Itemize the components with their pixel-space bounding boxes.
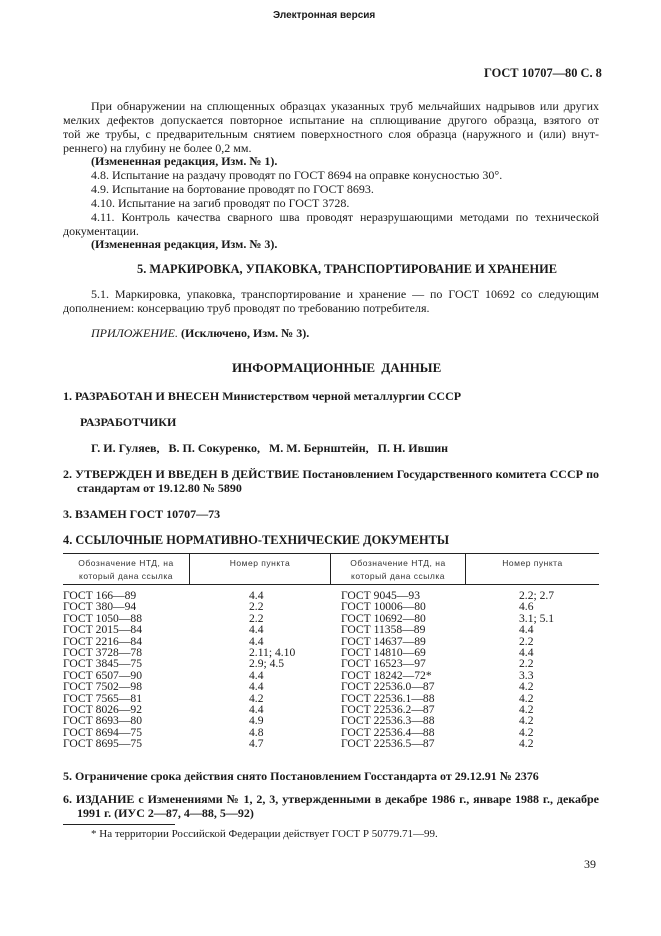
footnote-rule [63,824,175,825]
table-cell-item: 3.1; 5.1 [519,611,555,625]
table-cell-item: 2.11; 4.10 [249,645,296,659]
table-cell-designation: ГОСТ 3728—78 [63,645,143,659]
table-cell-designation: ГОСТ 380—94 [63,600,137,614]
table-cell-designation: ГОСТ 16523—97 [341,657,426,671]
table-cell-item: 4.4 [519,645,534,659]
page-number: 39 [584,857,596,871]
table-cell-designation: ГОСТ 22536.2—87 [341,702,435,716]
table-cell-designation: ГОСТ 8694—75 [63,725,143,739]
header-designation-left-line-1: Обозначение НТД, на [78,558,174,568]
table-cell-designation: ГОСТ 6507—90 [63,668,143,682]
item-4-11-line-2: документации. [63,224,139,238]
info-item-2-line-1: 2. УТВЕРЖДЕН И ВВЕДЕН В ДЕЙСТВИЕ Постановлением Государственного комитета СССР по [63,467,599,481]
left-designation-column [63,590,142,749]
table-cell-item: 4.9 [249,714,264,728]
header-item-right: Номер пункта [502,558,563,568]
item-5-1-line-2: дополнением: консервацию труб проводят по требованию потребителя. [63,301,430,315]
info-item-3: 3. ВЗАМЕН ГОСТ 10707—73 [63,507,221,521]
table-cell-designation: ГОСТ 18242—72* [341,668,432,682]
table-top-rule [63,553,599,554]
table-cell-designation: ГОСТ 8693—80 [63,714,143,728]
table-cell-item: 4.2 [519,725,534,739]
table-cell-item: 4.7 [249,737,264,751]
table-cell-designation: ГОСТ 22536.1—88 [341,691,435,705]
defects-paragraph-line-3: той же трубы, с предварительным снятием поверхностного слоя образца (наружного и (или) внут- [63,127,599,141]
table-cell-designation: ГОСТ 8026—92 [63,702,143,716]
table-cell-item: 4.2 [519,737,534,751]
table-cell-designation: ГОСТ 8695—75 [63,737,143,751]
info-title: ИНФОРМАЦИОННЫЕ ДАННЫЕ [232,360,442,375]
table-cell-designation: ГОСТ 14810—69 [341,645,426,659]
electronic-version-label: Электронная версия [273,10,376,21]
table-cell-designation: ГОСТ 22536.5—87 [341,737,435,751]
left-item-column [249,590,295,749]
table-cell-item: 4.6 [519,600,534,614]
header-designation-left-line-2: который дана ссылка [79,571,173,581]
header-designation-left [63,557,189,583]
defects-paragraph-line-1: При обнаружении на сплющенных образцах указанных труб мельчайших надрывов или других [91,99,599,113]
table-cell-item: 4.2 [519,680,534,694]
table-cell-item: 2.2 [249,600,264,614]
defects-paragraph-line-2: мелких дефектов допускается повторное испытание на сплющивание другого образца, взятого от [63,113,599,127]
table-cell-item: 4.4 [249,680,264,694]
item-4-9: 4.9. Испытание на бортование проводят по ГОСТ 8693. [91,182,374,196]
table-cell-designation: ГОСТ 7502—98 [63,680,143,694]
table-cell-designation: ГОСТ 22536.4—88 [341,725,435,739]
defects-paragraph-line-4: реннего) на глубину не более 0,2 мм. [63,141,252,155]
header-designation-right-line-1: Обозначение НТД, на [350,558,446,568]
header-designation-right [331,557,465,583]
appendix-line [91,326,309,341]
footnote: * На территории Российской Федерации действует ГОСТ Р 50779.71—99. [91,828,438,840]
info-item-6-line-2: 1991 г. (ИУС 2—87, 4—88, 5—92) [77,806,254,820]
appendix-note: (Исключено, Изм. № 3). [180,326,310,340]
table-cell-item: 4.2 [519,691,534,705]
table-cell-item: 3.3 [519,668,534,682]
table-cell-item: 4.8 [249,725,264,739]
table-cell-designation: ГОСТ 9045—93 [341,589,421,602]
developers-label: РАЗРАБОТЧИКИ [80,415,177,429]
table-cell-item: 4.2 [519,702,534,716]
amendment-note-3: (Измененная редакция, Изм. № 3). [91,237,278,251]
header-item-left: Номер пункта [229,558,291,568]
info-item-1: 1. РАЗРАБОТАН И ВНЕСЕН Министерством черной металлургии СССР [63,389,462,403]
table-cell-designation: ГОСТ 2015—84 [63,623,143,637]
table-cell-item: 4.4 [249,589,264,602]
amendment-note-1: (Измененная редакция, Изм. № 1). [91,154,278,168]
table-cell-item: 4.4 [249,702,264,716]
table-cell-designation: ГОСТ 7565—81 [63,691,143,705]
table-cell-designation: ГОСТ 22536.0—87 [341,680,435,694]
info-item-4: 4. ССЫЛОЧНЫЕ НОРМАТИВНО-ТЕХНИЧЕСКИЕ ДОКУМЕНТЫ [63,533,450,547]
table-cell-item: 4.2 [249,691,264,705]
right-item-column [519,590,554,749]
table-cell-item: 4.4 [249,668,264,682]
table-cell-item: 2.2; 2.7 [519,589,555,602]
table-cell-designation: ГОСТ 3845—75 [63,657,143,671]
table-header-rule [63,584,599,585]
table-cell-item: 4.4 [249,634,264,648]
table-cell-item: 2.2 [519,634,534,648]
right-designation-column [341,590,435,749]
info-item-6-line-1: 6. ИЗДАНИЕ с Изменениями № 1, 2, 3, утвержденными в декабре 1986 г., январе 1988 г., декабре [63,792,599,806]
item-4-11-line-1: 4.11. Контроль качества сварного шва проводят неразрушающими методами по технической [91,210,599,224]
table-cell-item: 4.4 [249,623,264,637]
table-cell-designation: ГОСТ 14637—89 [341,634,426,648]
table-cell-designation: ГОСТ 2216—84 [63,634,143,648]
info-item-5: 5. Ограничение срока действия снято Постановлением Госстандарта от 29.12.91 № 2376 [63,769,539,783]
table-cell-item: 2.9; 4.5 [249,657,285,671]
section-5-title: 5. МАРКИРОВКА, УПАКОВКА, ТРАНСПОРТИРОВАНИЕ И ХРАНЕНИЕ [137,262,558,276]
table-cell-designation: ГОСТ 22536.3—88 [341,714,435,728]
table-cell-item: 2.2 [519,657,534,671]
info-item-2-line-2: стандартам от 19.12.80 № 5890 [77,481,242,495]
table-cell-designation: ГОСТ 10006—80 [341,600,426,614]
page-header-gost: ГОСТ 10707—80 С. 8 [484,66,602,80]
table-cell-designation: ГОСТ 1050—88 [63,611,143,625]
table-cell-item: 4.4 [519,623,534,637]
table-cell-item: 2.2 [249,611,264,625]
header-designation-right-line-2: который дана ссылка [351,571,445,581]
table-cell-item: 4.2 [519,714,534,728]
item-4-8: 4.8. Испытание на раздачу проводят по ГОСТ 8694 на оправке конусностью 30°. [91,168,503,182]
table-cell-designation: ГОСТ 166—89 [63,589,137,602]
appendix-label: ПРИЛОЖЕНИЕ. [91,326,178,340]
developers-names: Г. И. Гуляев, В. П. Сокуренко, М. М. Бернштейн, П. Н. Ившин [91,441,449,455]
table-cell-designation: ГОСТ 11358—89 [341,623,426,637]
item-4-10: 4.10. Испытание на загиб проводят по ГОСТ 3728. [91,196,350,210]
table-cell-designation: ГОСТ 10692—80 [341,611,426,625]
item-5-1-line-1: 5.1. Маркировка, упаковка, транспортирование и хранение — по ГОСТ 10692 со следующим [91,287,599,301]
